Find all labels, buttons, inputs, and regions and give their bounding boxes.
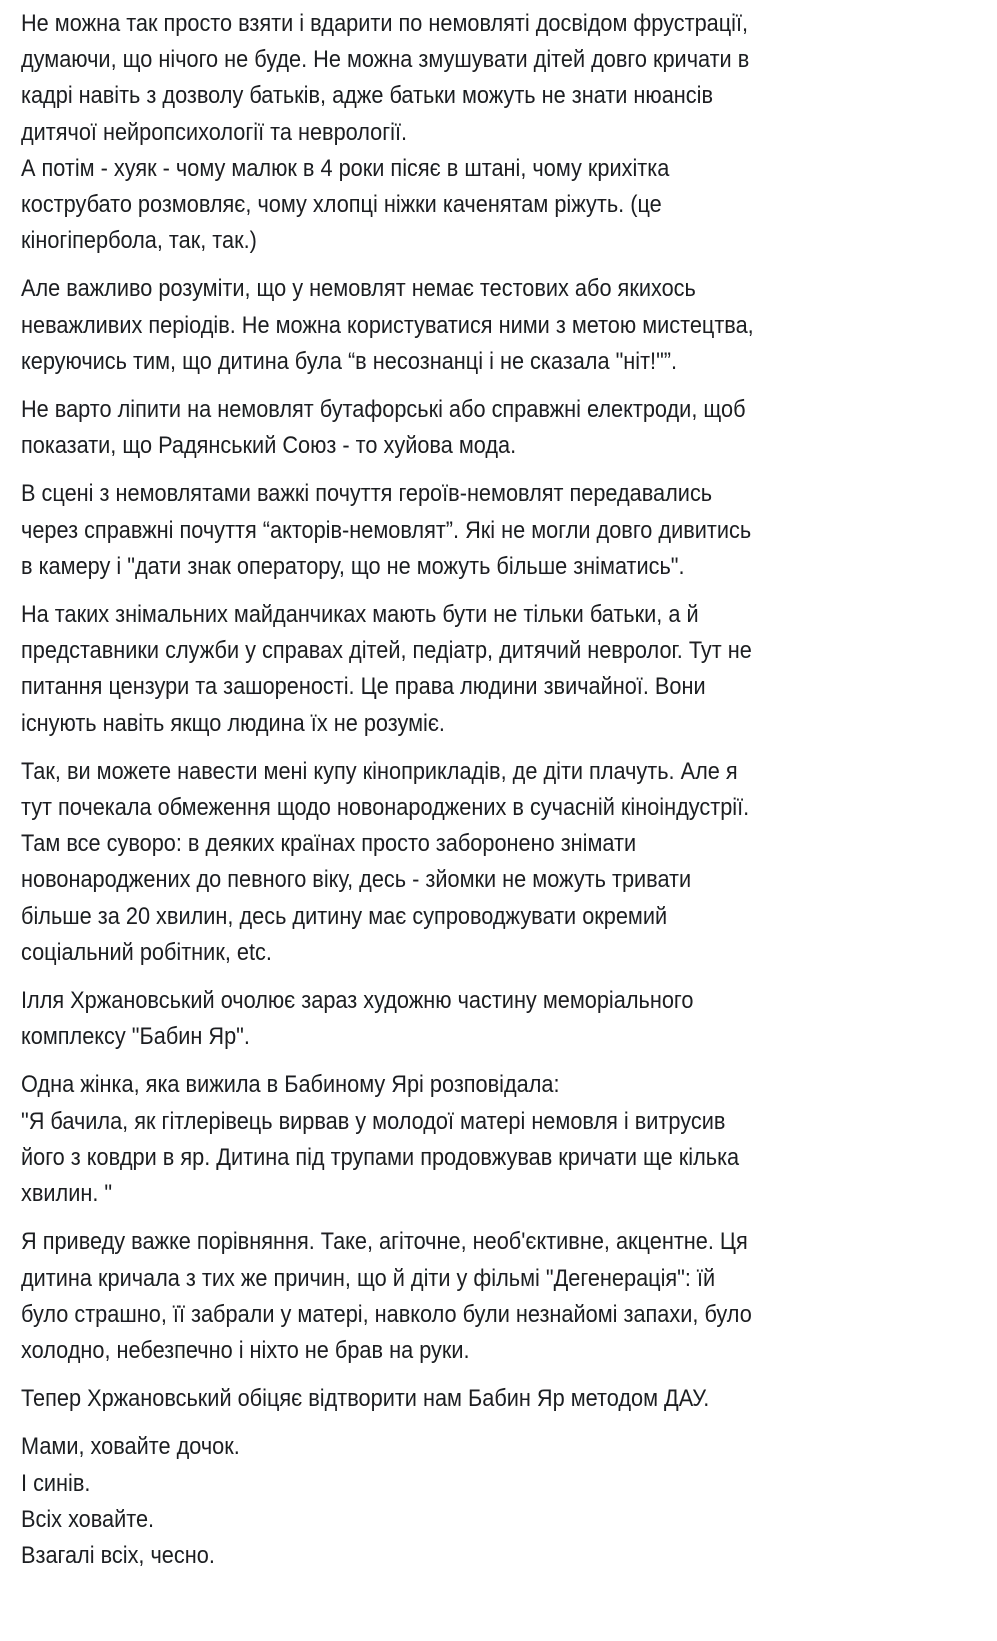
text-line: думаючи, що нічого не буде. Не можна змушувати дітей довго кричати в bbox=[21, 46, 750, 74]
paragraph-8 bbox=[21, 1067, 981, 1212]
text-line: Взагалі всіх, чесно. bbox=[21, 1541, 215, 1569]
text-line: Не варто ліпити на немовлят бутафорські або справжні електроди, щоб bbox=[21, 396, 746, 424]
text-line: соціальний робітник, etc. bbox=[21, 938, 272, 966]
text-line: дитина кричала з тих же причин, що й діти у фільмі "Дегенерація": їй bbox=[21, 1264, 716, 1292]
text-line: більше за 20 хвилин, десь дитину має супроводжувати окремий bbox=[21, 902, 668, 930]
text-line: Так, ви можете навести мені купу кінoприкладів, де діти плачуть. Але я bbox=[21, 757, 738, 785]
text-line: кострубато розмовляє, чому хлопці ніжки каченятам ріжуть. (це bbox=[21, 191, 662, 219]
text-line: І синів. bbox=[21, 1469, 91, 1497]
text-line: дитячої нейропсихології та неврології. bbox=[21, 118, 408, 146]
paragraph-6 bbox=[21, 754, 981, 971]
text-line: холодно, небезпечно і ніхто не брав на руки. bbox=[21, 1336, 470, 1364]
paragraph-1 bbox=[21, 6, 981, 259]
text-line: Одна жінка, яка вижила в Бабиному Ярі розповідала: bbox=[21, 1071, 560, 1099]
text-line: Але важливо розуміти, що у немовлят немає тестових або якихось bbox=[21, 275, 696, 303]
post-body bbox=[21, 6, 981, 1586]
text-line: Мами, ховайте дочок. bbox=[21, 1433, 240, 1461]
text-line: кадрі навіть з дозволу батьків, адже батьки можуть не знати нюансів bbox=[21, 82, 714, 110]
text-line: існують навіть якщо людина їх не розуміє. bbox=[21, 709, 445, 737]
paragraph-3 bbox=[21, 392, 981, 464]
text-line: Всіх ховайте. bbox=[21, 1505, 155, 1533]
text-line: тут почекала обмеження щодо новонароджених в сучасній кіноіндустрії. bbox=[21, 794, 750, 822]
paragraph-5 bbox=[21, 597, 981, 742]
text-line: В сцені з немовлятами важкі почуття героїв-немовлят передавались bbox=[21, 480, 713, 508]
text-line: було страшно, її забрали у матері, навколо були незнайомі запахи, було bbox=[21, 1300, 752, 1328]
text-line: хвилин. " bbox=[21, 1180, 113, 1208]
text-line: Там все суворо: в деяких країнах просто заборонено знімати bbox=[21, 830, 637, 858]
text-line: його з ковдри в яр. Дитина під трупами продовжував кричати ще кілька bbox=[21, 1143, 740, 1171]
text-line: кіногіпербола, так, так.) bbox=[21, 227, 257, 255]
text-line: показати, що Радянський Союз - то хуйова мода. bbox=[21, 432, 517, 460]
paragraph-11 bbox=[21, 1429, 981, 1574]
paragraph-10 bbox=[21, 1381, 981, 1417]
text-line: "Я бачила, як гітлерівець вирвав у молодої матері немовля і витрусив bbox=[21, 1107, 726, 1135]
text-line: представники служби у справах дітей, педіатр, дитячий невролог. Тут не bbox=[21, 637, 752, 665]
text-line: неважливих періодів. Не можна користуватися ними з метою мистецтва, bbox=[21, 311, 754, 339]
text-line: керуючись тим, що дитина була “в несознанці і не сказала "ніт!"”. bbox=[21, 347, 678, 375]
text-line: Тепер Хржановський обіцяє відтворити нам Бабин Яр методом ДАУ. bbox=[21, 1385, 710, 1413]
paragraph-2 bbox=[21, 271, 981, 380]
text-line: через справжні почуття “акторів-немовлят”. Які не могли довго дивитись bbox=[21, 516, 752, 544]
text-line: А потім - хуяк - чому малюк в 4 роки пісяє в штані, чому крихітка bbox=[21, 154, 670, 182]
paragraph-7 bbox=[21, 983, 981, 1055]
text-line: в камеру і "дати знак оператору, що не можуть більше зніматись". bbox=[21, 552, 685, 580]
paragraph-4 bbox=[21, 476, 981, 585]
text-line: новонароджених до певного віку, десь - зйомки не можуть тривати bbox=[21, 866, 692, 894]
text-line: питання цензури та зашореності. Це права людини звичайної. Вони bbox=[21, 673, 706, 701]
text-line: Не можна так просто взяти і вдарити по немовляті досвідом фрустрації, bbox=[21, 10, 749, 37]
text-line: На таких знімальних майданчиках мають бути не тільки батьки, а й bbox=[21, 601, 699, 629]
text-line: Я приведу важке порівняння. Таке, агіточне, необ'єктивне, акцентне. Ця bbox=[21, 1228, 748, 1256]
text-line: Ілля Хржановський очолює зараз художню частину меморіального bbox=[21, 987, 694, 1015]
paragraph-9 bbox=[21, 1224, 981, 1369]
text-line: комплексу "Бабин Яр". bbox=[21, 1023, 250, 1051]
